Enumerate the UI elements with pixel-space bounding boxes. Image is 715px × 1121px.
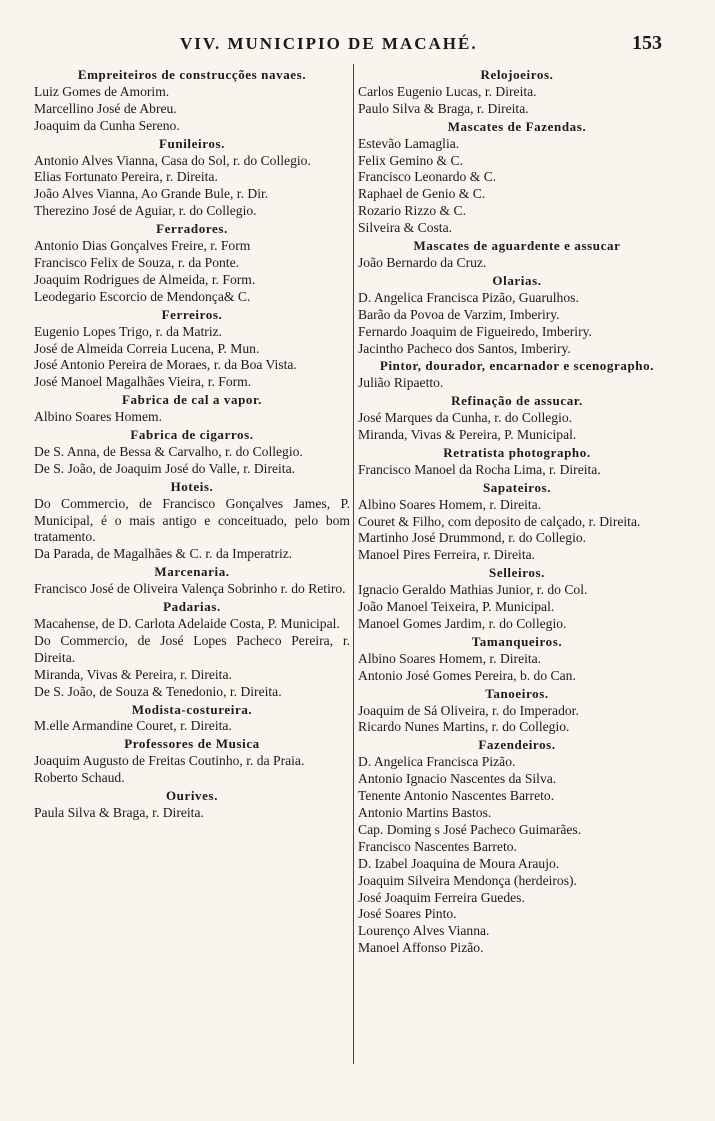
directory-entry: José Joaquim Ferreira Guedes.	[358, 889, 525, 905]
column-divider	[353, 64, 354, 1064]
directory-entry: Joaquim Augusto de Freitas Coutinho, r. da Praia.	[34, 753, 305, 769]
directory-section	[34, 564, 350, 598]
directory-entry: Antonio Ignacio Nascentes da Silva.	[358, 771, 557, 787]
page-header	[0, 30, 715, 58]
directory-entry: Elias Fortunato Pereira, r. Direita.	[34, 169, 218, 185]
section-heading: Ferradores.	[156, 221, 228, 237]
directory-section	[34, 307, 350, 392]
directory-section	[358, 273, 676, 358]
directory-section	[34, 427, 350, 478]
directory-section	[358, 445, 676, 479]
directory-entry: Therezino José de Aguiar, r. do Collegio.	[34, 203, 257, 219]
directory-section	[358, 565, 676, 633]
directory-entry: Do Commercio, de Francisco Gonçalves James, P. Municipal, é o mais antigo e conceituado, pelo bom tratamento.	[34, 495, 350, 545]
directory-section	[34, 67, 350, 135]
directory-entry: João Alves Vianna, Ao Grande Bule, r. Dir.	[34, 186, 269, 202]
directory-entry: Albino Soares Homem, r. Direita.	[358, 496, 542, 512]
directory-entry: José Antonio Pereira de Moraes, r. da Boa Vista.	[34, 357, 297, 373]
directory-entry: De S. Anna, de Bessa & Carvalho, r. do Collegio.	[34, 443, 303, 459]
directory-entry: Macahense, de D. Carlota Adelaide Costa, P. Municipal.	[34, 616, 340, 631]
directory-section	[34, 702, 350, 736]
directory-entry: Carlos Eugenio Lucas, r. Direita.	[358, 83, 537, 99]
directory-entry: D. Angelica Francisca Pizão, Guarulhos.	[358, 289, 579, 305]
directory-entry: Antonio Alves Vianna, Casa do Sol, r. do Collegio.	[34, 152, 311, 168]
directory-section	[358, 393, 676, 444]
section-heading: Ferreiros.	[161, 306, 223, 322]
directory-entry: Luiz Gomes de Amorim.	[34, 83, 170, 99]
directory-entry: Francisco José de Oliveira Valença Sobrinho r. do Retiro.	[34, 581, 346, 597]
directory-entry: Manoel Gomes Jardim, r. do Collegio.	[358, 616, 567, 631]
directory-section	[358, 686, 676, 737]
directory-entry: D. Izabel Joaquina de Moura Araujo.	[358, 855, 560, 871]
directory-entry: Ricardo Nunes Martins, r. do Collegio.	[358, 719, 570, 735]
directory-entry: Manoel Affonso Pizão.	[358, 940, 484, 956]
directory-entry: Francisco Nascentes Barreto.	[358, 838, 517, 854]
section-heading: Tanoeiros.	[485, 685, 549, 701]
directory-entry: Antonio Martins Bastos.	[358, 804, 492, 820]
directory-entry: Joaquim Rodrigues de Almeida, r. Form.	[34, 271, 256, 287]
section-heading: Ourives.	[165, 788, 219, 804]
directory-section	[358, 737, 676, 957]
directory-entry: Lourenço Alves Vianna.	[358, 923, 490, 939]
section-heading: Tamanqueiros.	[471, 633, 563, 649]
running-title: VIV. MUNICIPIO DE MACAHÉ.	[180, 34, 478, 53]
directory-entry: Da Parada, de Magalhães & C. r. da Imperatriz.	[34, 546, 293, 562]
section-heading: Sapateiros.	[482, 479, 552, 495]
directory-entry: Cap. Doming s José Pacheco Guimarães.	[358, 821, 582, 837]
directory-entry: José Manoel Magalhães Vieira, r. Form.	[34, 374, 252, 390]
directory-entry: Francisco Leonardo & C.	[358, 169, 497, 185]
section-heading: Mascates de Fazendas.	[447, 118, 587, 134]
directory-entry: Francisco Felix de Souza, r. da Ponte.	[34, 254, 240, 270]
directory-section	[358, 67, 676, 118]
directory-entry: Paulo Silva & Braga, r. Direita.	[358, 100, 529, 116]
section-heading: Hoteis.	[170, 478, 214, 494]
directory-section	[34, 788, 350, 822]
directory-entry: Marcellino José de Abreu.	[34, 100, 177, 116]
directory-section	[358, 480, 676, 565]
directory-entry: Raphael de Genio & C.	[358, 186, 486, 202]
directory-entry: Estevão Lamaglia.	[358, 135, 460, 151]
directory-entry: Ignacio Geraldo Mathias Junior, r. do Col.	[358, 582, 588, 598]
section-heading: Fazendeiros.	[478, 737, 556, 753]
directory-entry: Rozario Rizzo & C.	[358, 203, 466, 219]
directory-section	[34, 221, 350, 306]
directory-section	[358, 119, 676, 237]
directory-entry: D. Angelica Francisca Pizão.	[358, 754, 516, 770]
section-heading: Funileiros.	[159, 135, 225, 151]
section-heading: Olarias.	[492, 272, 542, 288]
section-heading: Professores de Musica	[124, 736, 260, 752]
directory-entry: José Soares Pinto.	[358, 906, 457, 922]
left-column	[34, 66, 350, 822]
section-heading: Relojoeiros.	[480, 67, 554, 82]
directory-entry: Barão da Povoa de Varzim, Imberiry.	[358, 306, 560, 322]
directory-entry: De S. João, de Joaquim José do Valle, r. Direita.	[34, 460, 296, 476]
directory-entry: Albino Soares Homem.	[34, 409, 162, 425]
directory-entry: Felix Gemino & C.	[358, 152, 463, 168]
directory-entry: Manoel Pires Ferreira, r. Direita.	[358, 547, 536, 563]
directory-section	[34, 392, 350, 426]
section-heading: Fabrica de cigarros.	[130, 427, 254, 443]
section-heading: Retratista photographo.	[443, 444, 591, 460]
directory-section	[34, 479, 350, 564]
page-number: 153	[632, 32, 662, 54]
directory-entry: Couret & Filho, com deposito de calçado, r. Direita.	[358, 513, 641, 529]
directory-entry: Jacintho Pacheco dos Santos, Imberiry.	[358, 340, 571, 356]
directory-entry: Joaquim da Cunha Sereno.	[34, 117, 180, 133]
directory-entry: Miranda, Vivas & Pereira, r. Direita.	[34, 666, 232, 682]
directory-entry: Antonio Dias Gonçalves Freire, r. Form	[34, 238, 251, 254]
directory-entry: Do Commercio, de José Lopes Pacheco Pereira, r. Direita.	[34, 632, 350, 665]
directory-entry: Leodegario Escorcio de Mendonça& C.	[34, 288, 251, 304]
directory-entry: Miranda, Vivas & Pereira, P. Municipal.	[358, 427, 577, 443]
directory-entry: Joaquim Silveira Mendonça (herdeiros).	[358, 872, 577, 888]
section-heading: Marcenaria.	[154, 564, 230, 580]
directory-entry: João Bernardo da Cruz.	[358, 254, 487, 270]
directory-section	[34, 599, 350, 700]
section-heading: Pintor, dourador, encarnador e scenographo.	[379, 358, 655, 374]
right-column	[358, 66, 676, 957]
directory-entry: João Manoel Teixeira, P. Municipal.	[358, 599, 555, 615]
section-heading: Selleiros.	[489, 565, 545, 581]
directory-entry: Tenente Antonio Nascentes Barreto.	[358, 788, 555, 804]
directory-section	[358, 238, 676, 272]
directory-section	[34, 136, 350, 221]
directory-entry: Silveira & Costa.	[358, 220, 453, 236]
section-heading: Refinação de assucar.	[451, 393, 583, 409]
directory-entry: Roberto Schaud.	[34, 770, 125, 786]
directory-entry: Paula Silva & Braga, r. Direita.	[34, 804, 204, 820]
directory-entry: Fernardo Joaquim de Figueiredo, Imberiry.	[358, 323, 592, 339]
directory-entry: De S. João, de Souza & Tenedonio, r. Direita.	[34, 683, 282, 699]
directory-entry: Julião Ripaetto.	[358, 375, 444, 391]
directory-entry: Albino Soares Homem, r. Direita.	[358, 650, 542, 666]
directory-section	[358, 358, 676, 392]
directory-entry: Francisco Manoel da Rocha Lima, r. Direita.	[358, 461, 601, 477]
section-heading: Fabrica de cal a vapor.	[121, 392, 263, 408]
directory-entry: José Marques da Cunha, r. do Collegio.	[358, 410, 573, 426]
section-heading: Modista-costureira.	[131, 701, 253, 717]
directory-section	[358, 634, 676, 685]
directory-entry: José de Almeida Correia Lucena, P. Mun.	[34, 340, 260, 356]
section-heading: Empreiteiros de construcções navaes.	[77, 67, 307, 82]
section-heading: Mascates de aguardente e assucar	[413, 238, 621, 254]
section-heading: Padarias.	[163, 599, 221, 615]
directory-section	[34, 736, 350, 787]
directory-entry: Antonio José Gomes Pereira, b. do Can.	[358, 667, 576, 683]
directory-entry: Martinho José Drummond, r. do Collegio.	[358, 530, 587, 546]
directory-entry: Joaquim de Sá Oliveira, r. do Imperador.	[358, 702, 579, 718]
directory-entry: Eugenio Lopes Trigo, r. da Matriz.	[34, 323, 223, 339]
directory-entry: M.elle Armandine Couret, r. Direita.	[34, 718, 232, 734]
